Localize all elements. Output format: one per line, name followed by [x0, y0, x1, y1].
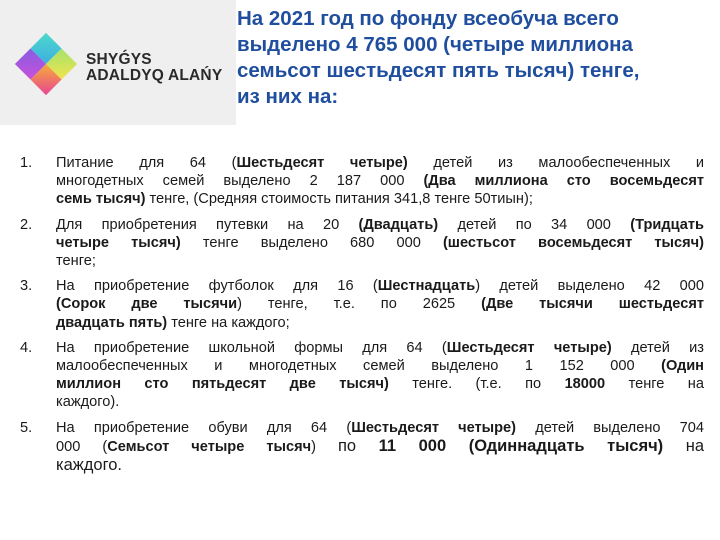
text: На приобретение обуви для 64 (	[56, 419, 352, 436]
item-line	[56, 172, 704, 190]
text-bold: (Тридцать	[630, 216, 704, 233]
text: каждого.	[56, 456, 123, 475]
item-number: 3.	[20, 278, 33, 295]
text-bold: миллион сто пятьдесят две тысяч)	[56, 376, 389, 393]
text: тенге;	[56, 253, 96, 270]
item-line	[56, 456, 704, 474]
text: ) тенге, т.е. по 2625	[237, 296, 482, 313]
page-title	[237, 6, 715, 110]
text-bold: (Два миллиона сто восемьдесят	[423, 173, 704, 190]
item-line	[56, 393, 704, 411]
item-number: 2.	[20, 216, 33, 233]
text-bold: Шестьдесят четыре)	[236, 155, 408, 171]
item-line	[56, 154, 704, 172]
logo-mark-icon	[10, 28, 82, 100]
text: тенге на	[605, 376, 704, 393]
text: малообеспеченных и многодетных семей выделено 1 152 000	[56, 358, 662, 375]
allocation-list	[16, 154, 704, 481]
text-bold: Шестьдесят четыре)	[446, 339, 612, 356]
list-item	[16, 419, 704, 475]
text-bold: Шестнадцать	[377, 278, 476, 295]
logo-line-2: ADALDYQ ALAŃY	[86, 67, 223, 84]
text-bold: (Две тысячи шестьдесят	[481, 296, 704, 313]
item-line	[56, 314, 704, 332]
text-bold: двадцать пять)	[56, 314, 168, 331]
text: на	[663, 436, 705, 455]
text: На приобретение школьной формы для 64 (	[56, 339, 447, 356]
text-bold: 11 000 (Одиннадцать тысяч)	[378, 436, 664, 455]
title-line-1: На 2021 год по фонду всеобуча всего	[237, 7, 619, 30]
list-item	[16, 154, 704, 209]
list-item	[16, 339, 704, 412]
text-bold: (Один	[661, 358, 704, 375]
item-line	[56, 295, 704, 313]
text: )	[311, 438, 338, 455]
text: Для приобретения путевки на 20	[56, 216, 359, 233]
text: каждого).	[56, 394, 120, 411]
text: На приобретение футболок для 16 (	[56, 278, 378, 295]
item-line	[56, 437, 704, 456]
text-bold: Шестьдесят четыре)	[351, 419, 517, 436]
text: детей из	[611, 339, 704, 356]
item-line	[56, 216, 704, 234]
text: 000 (	[56, 438, 108, 455]
text: многодетных семей выделено 2 187 000	[56, 173, 424, 190]
list-item	[16, 277, 704, 332]
item-line	[56, 357, 704, 375]
title-line-2: выделено 4 765 000 (четыре миллиона	[237, 33, 633, 56]
text: детей из малообеспеченных и	[407, 155, 705, 171]
text-bold: (шестьсот восемьдесят тысяч)	[442, 234, 704, 251]
list-item	[16, 216, 704, 271]
item-line	[56, 234, 704, 252]
item-line	[56, 339, 704, 357]
item-number: 5.	[20, 419, 33, 436]
item-number: 4.	[20, 339, 33, 356]
text: Питание для 64 (	[56, 155, 237, 171]
item-line	[56, 419, 704, 437]
item-line	[56, 190, 704, 208]
item-number: 1.	[20, 155, 33, 171]
text: тенге. (т.е. по	[388, 376, 565, 393]
text: тенге, (Средняя стоимость питания 341,8 тенге 50тиын);	[145, 191, 533, 208]
title-line-3: семьсот шестьдесят пять тысяч) тенге,	[237, 59, 640, 82]
text: тенге на каждого;	[167, 314, 290, 331]
text-bold: четыре тысяч)	[56, 234, 181, 251]
text: ) детей выделено 42 000	[475, 278, 704, 295]
text-bold: Семьсот четыре тысяч	[107, 438, 312, 455]
logo-line-1: SHYǴYS	[86, 51, 152, 68]
title-line-4: из них на:	[237, 85, 339, 108]
text-bold: (Двадцать)	[358, 216, 439, 233]
item-line	[56, 375, 704, 393]
text: детей выделено 704	[516, 419, 704, 436]
item-line	[56, 277, 704, 295]
text: по	[337, 436, 379, 455]
text-bold: (Сорок две тысячи	[56, 296, 238, 313]
text-bold: семь тысяч)	[56, 191, 146, 208]
logo	[0, 0, 236, 125]
text: детей по 34 000	[438, 216, 631, 233]
item-line	[56, 252, 704, 270]
text-bold: 18000	[564, 376, 606, 393]
text: тенге выделено 680 000	[180, 234, 443, 251]
logo-wordmark	[86, 52, 222, 84]
